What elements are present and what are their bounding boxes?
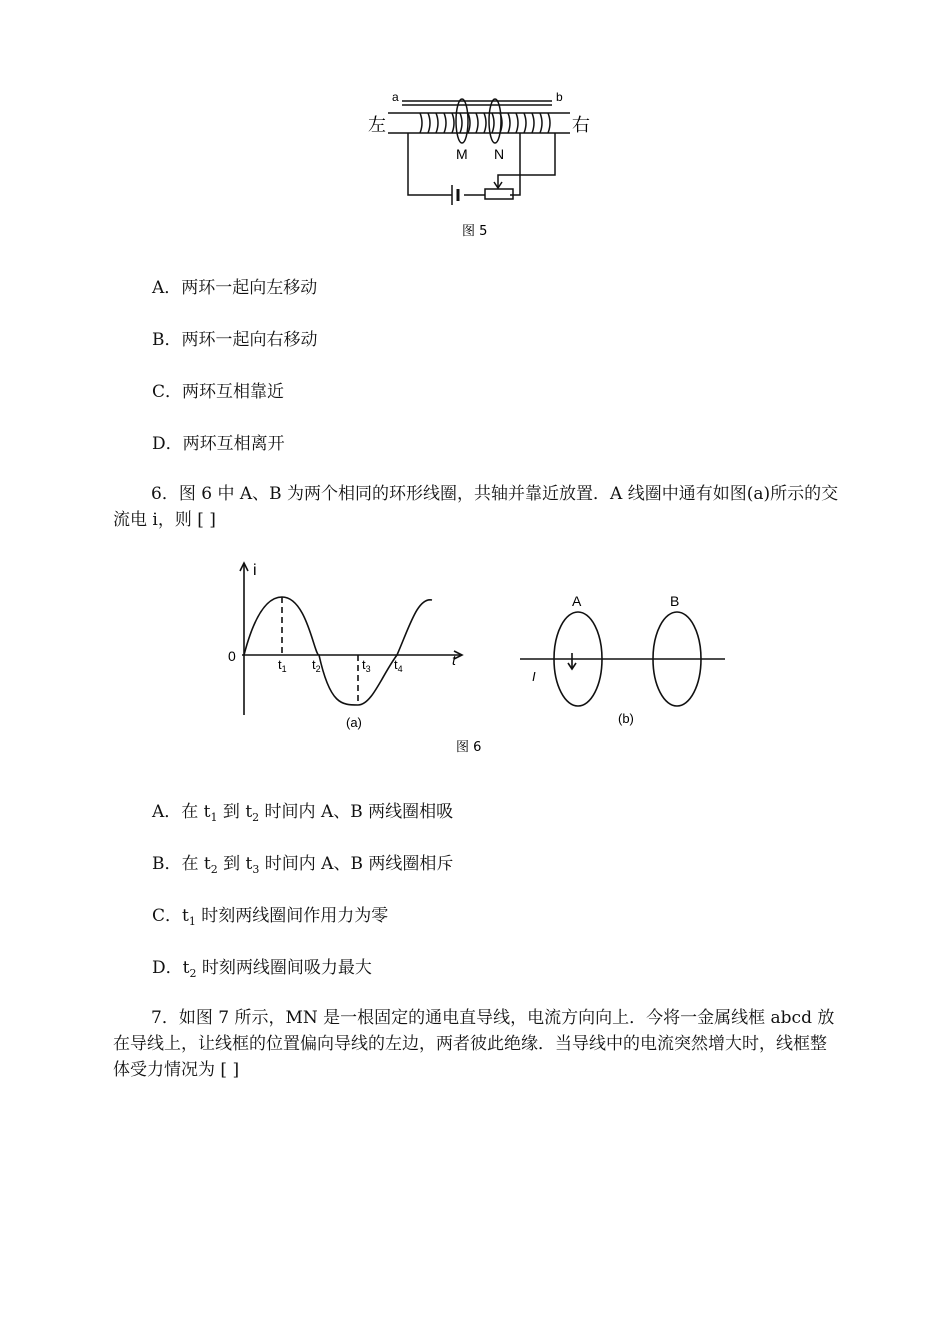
rheostat [485, 189, 513, 199]
label-N: N [494, 146, 505, 162]
origin-label: 0 [228, 648, 236, 664]
label-a-panel: (a) [346, 715, 362, 730]
figure-6-caption: 图 6 [456, 740, 482, 755]
sine-curve [244, 597, 432, 705]
q7-text: 7．如图 7 所示，MN 是一根固定的通电直导线，电流方向向上．今将一金属线框 abcd 放在导线上，让线框的位置偏向导线的左边，两者彼此绝缘．当导线中的电流突然增大时，线框整体受力情况为 [ ] [113, 1008, 835, 1080]
q6-option-b: B．在 $t_2$ 到 $t_3$ 时间内 A、B 两线圈相斥 [152, 854, 454, 876]
q5-option-a: A．两环一起向左移动 [152, 278, 318, 298]
q6-option-a: A．在 $t_1$ 到 $t_2$ 时间内 A、B 两线圈相吸 [152, 802, 454, 824]
label-right: 右 [572, 115, 590, 136]
figure-5 [360, 85, 600, 245]
solenoid-winding [420, 113, 550, 133]
label-b: b [556, 90, 563, 104]
label-a: a [392, 90, 399, 104]
q5-option-b: B．两环一起向右移动 [152, 330, 318, 350]
coil-A-label: A [572, 593, 582, 609]
label-left: 左 [368, 115, 386, 136]
t4-label: $t_4$ [394, 657, 403, 674]
q6-option-d: D．$t_2$ 时刻两线圈间吸力最大 [152, 958, 372, 980]
label-M: M [456, 146, 468, 162]
figure-6 [222, 555, 732, 765]
label-b-panel: (b) [618, 711, 634, 726]
q5-option-c: C．两环互相靠近 [152, 382, 285, 402]
t3-label: $t_3$ [362, 657, 371, 674]
axis-i-label: i [253, 562, 257, 579]
axis-t-label: t [452, 652, 456, 668]
q6-option-c: C．$t_1$ 时刻两线圈间作用力为零 [152, 906, 389, 928]
q6-text: 6．图 6 中 A、B 为两个相同的环形线圈，共轴并靠近放置．A 线圈中通有如图(a)所示的交流电 i，则 [ ] [113, 484, 839, 530]
t2-label: $t_2$ [312, 657, 321, 674]
current-label: I [532, 669, 536, 684]
figure-5-caption: 图 5 [462, 224, 488, 239]
t1-label: $t_1$ [278, 657, 287, 674]
q5-option-d: D．两环互相离开 [152, 434, 285, 454]
rheostat-slider [498, 133, 555, 187]
coil-B-label: B [670, 593, 680, 609]
